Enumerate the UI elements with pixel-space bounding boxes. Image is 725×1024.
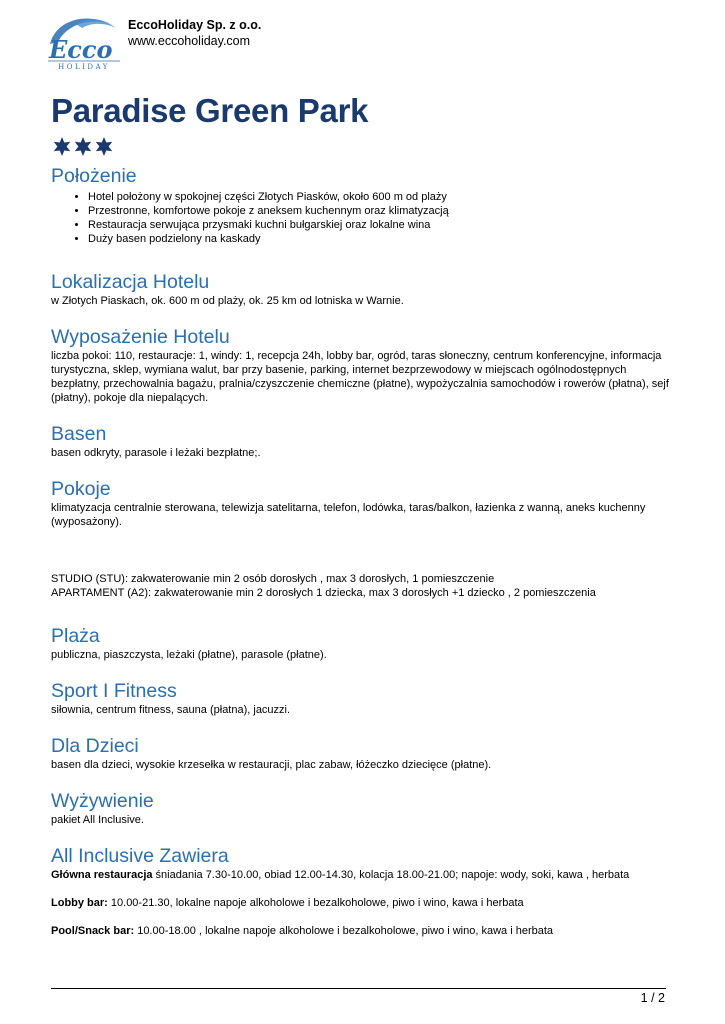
section-text: basen odkryty, parasole i leżaki bezpłatne;. [51, 447, 261, 459]
star-icon [96, 137, 112, 156]
all-inclusive-main-restaurant [51, 868, 676, 882]
company-name: EccoHoliday Sp. z o.o. [128, 18, 262, 32]
section-text-line: liczba pokoi: 110, restauracje: 1, windy: 1, recepcja 24h, lobby bar, ogród, taras słoneczny, centrum konferencyjne, informacja [51, 350, 662, 362]
section-wyposazenie [51, 325, 676, 405]
list-item: • Przestronne, komfortowe pokoje z aneksem kuchennym oraz klimatyzacją [88, 204, 676, 218]
page-title: Paradise Green Park [51, 92, 369, 129]
section-title: Pokoje [51, 478, 111, 500]
section-dzieci [51, 734, 676, 772]
all-inclusive-pool-bar [51, 924, 676, 938]
list-item: • Restauracja serwująca przysmaki kuchni bułgarskiej oraz lokalne wina [88, 218, 676, 232]
section-pokoje [51, 477, 676, 600]
value: śniadania 7.30-10.00, obiad 12.00-14.30, kolacja 18.00-21.00; napoje: wody, soki, kawa , herbata [152, 869, 630, 881]
svg-text:Ecco: Ecco [49, 35, 113, 64]
label: Pool/Snack bar: [51, 925, 135, 937]
star-rating [52, 137, 114, 156]
room-type-studio: STUDIO (STU): zakwaterowanie min 2 osób dorosłych , max 3 dorosłych, 1 pomieszczenie [51, 573, 495, 585]
section-polozenie [51, 164, 676, 246]
label: Lobby bar: [51, 897, 108, 909]
feature-list [51, 190, 676, 246]
company-info [128, 17, 261, 49]
svg-text:HOLIDAY: HOLIDAY [58, 63, 110, 70]
section-wyzywienie [51, 789, 676, 827]
section-title: Basen [51, 423, 107, 445]
star-icon [54, 137, 70, 156]
label: Główna restauracja [51, 869, 153, 881]
section-text-line: klimatyzacja centralnie sterowana, telewizja satelitarna, telefon, lodówka, taras/balkon, łazienka z wanną, aneks kuchenny [51, 502, 646, 514]
section-text-line: bezpłatny, przechowalnia bagażu, pralnia/czyszczenie chemiczne (płatne), wypożyczalnia samochodów i rowerów (płatna), sejf [51, 378, 669, 390]
section-text-line: (płatny), pokoje dla niepalących. [51, 392, 209, 404]
section-text: publiczna, piaszczysta, leżaki (płatne), parasole (płatne). [51, 649, 327, 661]
company-website[interactable]: www.eccoholiday.com [128, 34, 251, 48]
section-text-line: (wyposażony). [51, 516, 122, 528]
section-title: Położenie [51, 165, 137, 187]
section-title: Plaża [51, 625, 100, 647]
ecco-holiday-logo [46, 14, 122, 70]
all-inclusive-lobby-bar [51, 896, 676, 910]
section-title: Lokalizacja Hotelu [51, 271, 210, 293]
section-all-inclusive [51, 844, 676, 938]
section-text: basen dla dzieci, wysokie krzesełka w restauracji, plac zabaw, łóżeczko dziecięce (płatne). [51, 759, 492, 771]
section-title: Dla Dzieci [51, 735, 139, 757]
star-icon [75, 137, 91, 156]
section-title: Sport I Fitness [51, 680, 177, 702]
page-number: 1 / 2 [640, 991, 665, 1005]
section-text: pakiet All Inclusive. [51, 814, 144, 826]
section-text: w Złotych Piaskach, ok. 600 m od plaży, ok. 25 km od lotniska w Warnie. [51, 295, 404, 307]
section-text: siłownia, centrum fitness, sauna (płatna), jacuzzi. [51, 704, 291, 716]
list-item: • Hotel położony w spokojnej części Złotych Piasków, około 600 m od plaży [88, 190, 676, 204]
section-title: All Inclusive Zawiera [51, 845, 229, 867]
value: 10.00-18.00 , lokalne napoje alkoholowe i bezalkoholowe, piwo i wino, kawa i herbata [134, 925, 554, 937]
list-item: • Duży basen podzielony na kaskady [88, 232, 676, 246]
section-basen [51, 422, 676, 460]
section-sport [51, 679, 676, 717]
room-type-apartament: APARTAMENT (A2): zakwaterowanie min 2 dorosłych 1 dziecka, max 3 dorosłych +1 dziecko , 2 pomieszczenia [51, 587, 596, 599]
document-body [51, 164, 676, 938]
section-lokalizacja [51, 270, 676, 308]
section-plaza [51, 624, 676, 662]
footer-divider [51, 988, 666, 989]
value: 10.00-21.30, lokalne napoje alkoholowe i bezalkoholowe, piwo i wino, kawa i herbata [107, 897, 524, 909]
section-text-line: turystyczna, sklep, wymiana walut, bar przy basenie, parking, internet bezprzewodowy w miejscach ogólnodostępnych [51, 364, 627, 376]
section-title: Wyposażenie Hotelu [51, 326, 230, 348]
section-title: Wyżywienie [51, 790, 154, 812]
